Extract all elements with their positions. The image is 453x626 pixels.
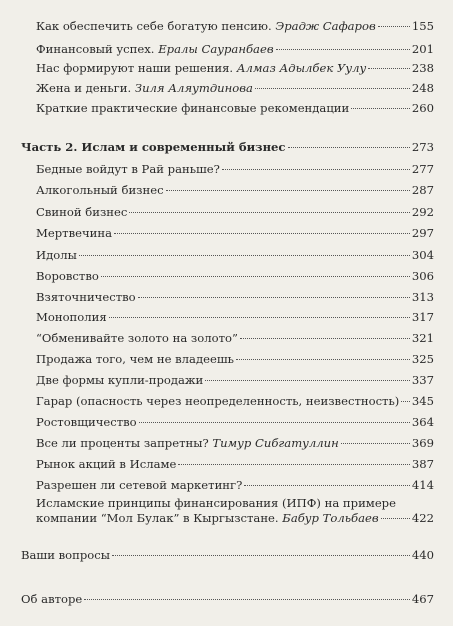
dot-leader: [101, 276, 410, 277]
dot-leader: [166, 190, 410, 191]
toc-page-number: 273: [411, 140, 434, 154]
toc-page-number: 321: [411, 331, 434, 345]
toc-entry-title: Алкогольный бизнес: [36, 183, 164, 197]
dot-leader: [205, 380, 410, 381]
toc-entry-title: Ростовщичество: [36, 415, 137, 429]
toc-entry[interactable]: [36, 269, 434, 283]
toc-entry-title: Как обеспечить себе богатую пенсию. Эрадж Сафаров: [36, 19, 376, 33]
toc-entry[interactable]: [36, 162, 434, 176]
toc-entry-title: Ваши вопросы: [21, 548, 110, 562]
toc-page-number: 422: [411, 511, 434, 525]
toc-entry-title: Взяточничество: [36, 290, 136, 304]
dot-leader: [341, 443, 410, 444]
toc-entry-title: Рынок акций в Исламе: [36, 457, 177, 471]
toc-page-number: 297: [411, 226, 434, 240]
dot-leader: [244, 485, 410, 486]
toc-entry-financial-success[interactable]: [36, 42, 434, 56]
dot-leader: [109, 317, 410, 318]
toc-entry[interactable]: [36, 205, 434, 219]
dot-leader: [378, 26, 410, 27]
toc-entry-title: Воровство: [36, 269, 99, 283]
toc-page-number: 313: [411, 290, 434, 304]
toc-entry-title: Гарар (опасность через неопределенность, неизвестность): [36, 394, 400, 408]
toc-entry[interactable]: [36, 310, 434, 324]
toc-entry-title: Об авторе: [21, 592, 83, 606]
toc-part-title: Часть 2. Ислам и современный бизнес: [21, 140, 286, 154]
toc-page-number: 345: [411, 394, 434, 408]
toc-entry[interactable]: [36, 183, 434, 197]
toc-entry-title: Финансовый успех. Ералы Сауранбаев: [36, 42, 274, 56]
toc-entry[interactable]: [36, 478, 434, 492]
toc-page-number: 287: [411, 183, 434, 197]
toc-page-number: 201: [411, 42, 434, 56]
toc-entry-title-line2: компании “Мол Булак” в Кыргызстане. Бабур Тольбаев 422: [36, 511, 434, 525]
toc-page-number: 317: [411, 310, 434, 324]
toc-entry-title: Нас формируют наши решения. Алмаз Адылбек Уулу: [36, 61, 367, 75]
dot-leader: [84, 599, 410, 600]
toc-page-number: 440: [411, 548, 434, 562]
toc-entry[interactable]: [36, 394, 434, 408]
toc-page-number: 414: [411, 478, 434, 492]
dot-leader: [276, 49, 410, 50]
dot-leader: [401, 401, 410, 402]
toc-entry-title: Жена и деньги. Зиля Аляутдинова: [36, 81, 253, 95]
toc-entry-recommendations[interactable]: [36, 101, 434, 115]
dot-leader: [236, 359, 410, 360]
toc-entry[interactable]: [36, 352, 434, 366]
toc-entry-title: Мертвечина: [36, 226, 112, 240]
toc-page-number: 277: [411, 162, 434, 176]
toc-page-number: 238: [411, 61, 434, 75]
toc-page-number: 248: [411, 81, 434, 95]
toc-entry[interactable]: [36, 331, 434, 345]
dot-leader: [381, 518, 410, 519]
toc-entry[interactable]: [36, 457, 434, 471]
dot-leader: [288, 147, 410, 148]
toc-entry[interactable]: [36, 226, 434, 240]
toc-entry-title: Бедные войдут в Рай раньше?: [36, 162, 220, 176]
dot-leader: [368, 68, 410, 69]
toc-entry-title: Краткие практические финансовые рекомендации: [36, 101, 350, 115]
toc-page-number: 467: [411, 592, 434, 606]
dot-leader: [138, 297, 410, 298]
dot-leader: [178, 464, 409, 465]
toc-entry[interactable]: [36, 415, 434, 429]
dot-leader: [79, 255, 410, 256]
toc-page-number: 292: [411, 205, 434, 219]
toc-entry-title: “Обменивайте золото на золото”: [36, 331, 238, 345]
toc-page-number: 337: [411, 373, 434, 387]
toc-entry-title: Монополия: [36, 310, 107, 324]
toc-entry-title: Свиной бизнес: [36, 205, 128, 219]
toc-page-number: 304: [411, 248, 434, 262]
toc-entry-wife-money[interactable]: [36, 81, 434, 95]
toc-page-number: 387: [411, 457, 434, 471]
dot-leader: [112, 555, 410, 556]
dot-leader: [255, 88, 410, 89]
toc-entry-about-author[interactable]: [21, 592, 434, 606]
toc-page-number: 306: [411, 269, 434, 283]
toc-entry-title: Идолы: [36, 248, 77, 262]
dot-leader: [240, 338, 410, 339]
dot-leader: [222, 169, 410, 170]
toc-page-number: 369: [411, 436, 434, 450]
toc-entry-title: Две формы купли-продажи: [36, 373, 204, 387]
toc-page-number: 325: [411, 352, 434, 366]
toc-entry-title: Все ли проценты запретны? Тимур Сибгатуллин: [36, 436, 339, 450]
toc-entry-title-line1: Исламские принципы финансирования (ИПФ) на примере: [36, 496, 396, 510]
toc-entry[interactable]: [36, 290, 434, 304]
dot-leader: [351, 108, 410, 109]
toc-page-number: 155: [411, 19, 434, 33]
toc-page-number: 260: [411, 101, 434, 115]
toc-entry-ipf[interactable]: [36, 496, 434, 526]
dot-leader: [129, 212, 410, 213]
toc-entry-title: Разрешен ли сетевой маркетинг?: [36, 478, 243, 492]
dot-leader: [139, 422, 410, 423]
toc-entry-questions[interactable]: [21, 548, 434, 562]
toc-entry-decisions[interactable]: [36, 61, 434, 75]
toc-page-number: 364: [411, 415, 434, 429]
dot-leader: [114, 233, 410, 234]
toc-part-2-heading[interactable]: [21, 140, 434, 154]
toc-entry[interactable]: [36, 248, 434, 262]
toc-entry[interactable]: [36, 373, 434, 387]
toc-entry-title: Продажа того, чем не владеешь: [36, 352, 234, 366]
toc-entry-pension[interactable]: [36, 19, 434, 33]
toc-entry-interest[interactable]: [36, 436, 434, 450]
